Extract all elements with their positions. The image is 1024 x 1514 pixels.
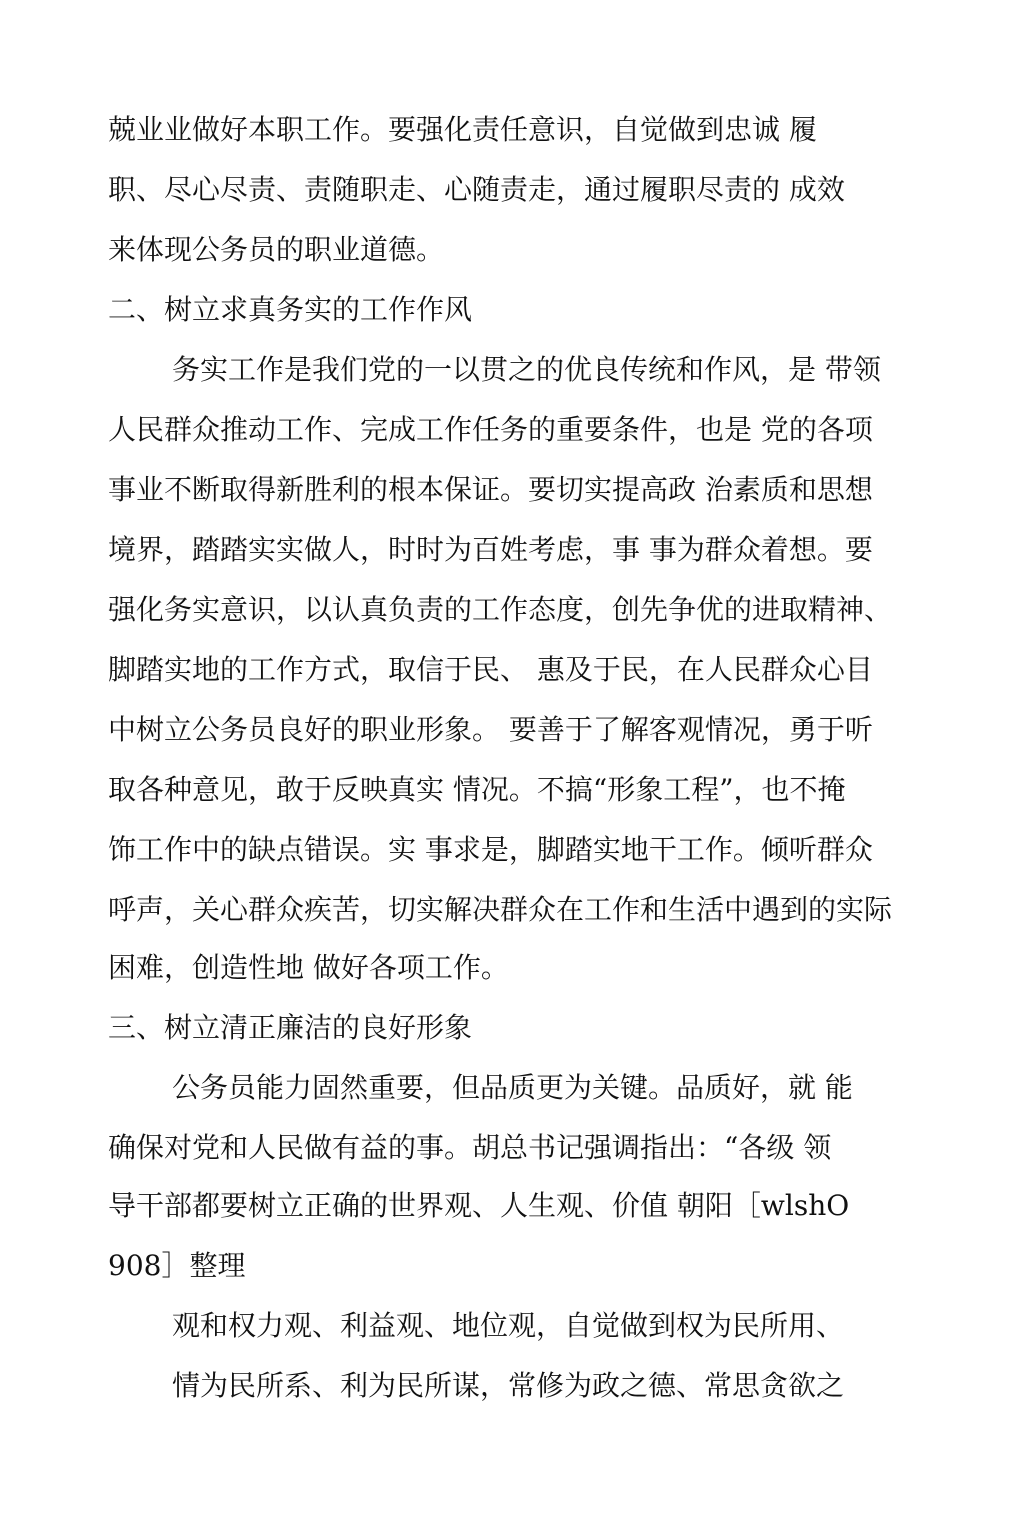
text-line: 职、尽心尽责、责随职走、心随责走，通过履职尽责的 成效 [108,173,845,206]
text-line: 导干部都要树立正确的世界观、人生观、价值 朝阳［wlshO [108,1189,850,1222]
section-heading: 三、树立清正廉洁的良好形象 [108,1011,473,1044]
text-line: 观和权力观、利益观、地位观，自觉做到权为民所用、 [172,1309,845,1342]
text-line: 呼声，关心群众疾苦，切实解决群众在工作和生活中遇到的实际 [108,893,893,926]
text-line: 脚踏实地的工作方式，取信于民、 惠及于民，在人民群众心目 [108,653,873,686]
text-line: 兢业业做好本职工作。要强化责任意识，自觉做到忠诚 履 [108,113,817,146]
text-line: 情为民所系、利为民所谋，常修为政之德、常思贪欲之 [172,1369,845,1402]
text-line: 908］整理 [108,1249,246,1282]
text-line: 取各种意见，敢于反映真实 情况。不搞“形象工程”，也不掩 [108,773,846,806]
text-line: 强化务实意识，以认真负责的工作态度，创先争优的进取精神、 [108,593,893,626]
text-line: 困难，创造性地 做好各项工作。 [108,951,509,984]
text-line: 务实工作是我们党的一以贯之的优良传统和作风，是 带领 [172,353,881,386]
text-line: 境界，踏踏实实做人，时时为百姓考虑，事 事为群众着想。要 [108,533,873,566]
section-heading: 二、树立求真务实的工作作风 [108,293,473,326]
text-line: 事业不断取得新胜利的根本保证。要切实提高政 治素质和思想 [108,473,873,506]
text-line: 人民群众推动工作、完成工作任务的重要条件，也是 党的各项 [108,413,873,446]
text-line: 来体现公务员的职业道德。 [108,233,445,266]
text-line: 确保对党和人民做有益的事。胡总书记强调指出：“各级 领 [108,1131,832,1164]
text-line: 饰工作中的缺点错误。实 事求是，脚踏实地干工作。倾听群众 [108,833,873,866]
text-line: 公务员能力固然重要，但品质更为关键。品质好，就 能 [172,1071,853,1104]
text-line: 中树立公务员良好的职业形象。 要善于了解客观情况，勇于听 [108,713,873,746]
